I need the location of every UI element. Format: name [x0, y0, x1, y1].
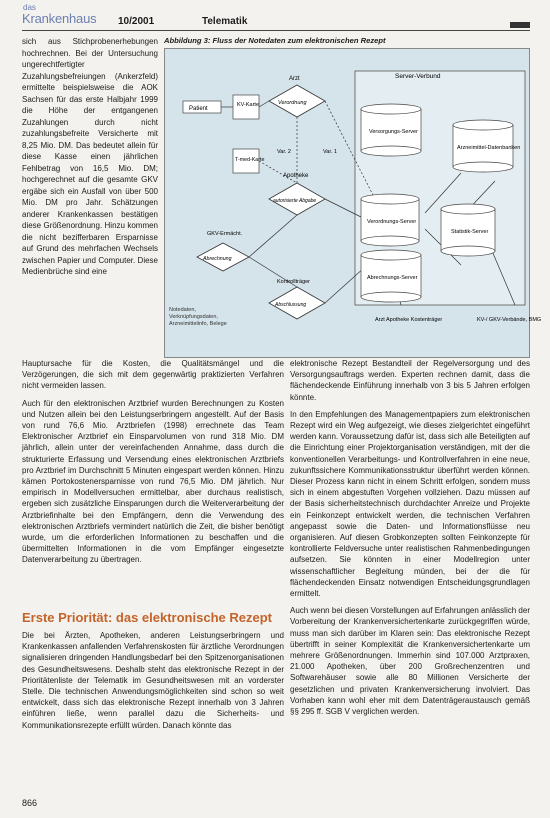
- figure-caption: Abbildung 3: Fluss der Notedaten zum elektronischen Rezept: [164, 36, 386, 45]
- abrechnung-label: Abrechnung: [203, 256, 232, 262]
- logo-small-text: das: [23, 3, 36, 12]
- section-title: Telematik: [202, 16, 248, 27]
- kontrolle-label: Kontrollträger: [277, 279, 311, 285]
- gkv-label: GKV-Ermächt.: [207, 231, 243, 237]
- page-header: [22, 4, 530, 31]
- left-paragraph: sich aus Stichprobenerhebungen hochrechnen. Bei der Untersuchung ungerechtfertigter Zuzahlungsbefreiungen (Ankerzfeld) ermittelte beispielsweise die AOK Sachsen für das erste Halbjahr 1999 die Höhe der entgangenen Zuzahlungen durch nicht zuzahlungsbefreite Versicherte mit 8,25 Mio. DM. Das bedeutet allein für diese Kasse einen jährlichen Fehlbetrag von 16,5 Mio. DM; hochgerechnet auf die gesamte GKV ergäbe sich ein Ausfall von über 500 Mio. DM pro Jahr. Schätzungen anderer Krankenkassen bestätigen diese Größenordnung. Hinzu kommen die nicht bezifferbaren Ersparnisse auf Grund des mehrfachen Wechsels zwischen Papier und Computer. Diese Medienbrüche sind eine: [22, 37, 158, 276]
- apotheke-label: Apotheke: [283, 173, 309, 179]
- server-verbund-label: Server-Verbund: [395, 73, 441, 80]
- mid-paragraph-1: Hauptursache für die Kosten, die Qualitätsmängel und die Verzögerungen, die sich mit dem gegenwärtig praktizierten Verfahren nicht vermeiden lassen.: [22, 359, 284, 391]
- bottom-right-label: KV-/ GKV-Verbände, BMG: [477, 317, 542, 323]
- right-paragraph-3: Auch wenn bei diesen Vorstellungen auf Erfahrungen anlässlich der Vorbereitung der Krankenversichertenkarte zurückgegriffen würde, muss man sich darüber im Klaren sein: Das elektronische Rezept übertrifft in seiner Komplexität die Krankenversichertenkarte um mehrere Größenordnungen. Immerhin sind 107.000 Arztpraxen, 21.000 Apotheken, über 200 Großrechenzentren und Softwarehäuser sowie alle 80 Millionen Versicherte der gesetzlichen und privaten Krankenversicherung involviert. Das Vorhaben kann wohl eher mit dem Datenträgeraustausch gemäß §§ 295 ff. SGB V verglichen werden.: [290, 606, 530, 717]
- left-lower-paragraph: Die bei Ärzten, Apotheken, anderen Leistungserbringern und Krankenkassen anfallenden Verfahrenskosten für ärztliche Verordnungen signalisieren dringenden Handlungsbedarf bei den Spitzenorganisationen des Gesundheitswesens. Deshalb steht das elektronische Rezept in der Prioritätenliste der Telematik im Gesundheitswesen mit an vorderster Stelle. Die technischen Anwendungsmöglichkeiten sind schon so weit entwickelt, dass sich das elektronische Rezept innerhalb von 3 Jahren einführen ließe, wenn parallel dazu die Sicherheits- und Kommunikationsrezepte erfüllt würden. Danach könnte das: [22, 631, 284, 730]
- verordnung-label: Verordnung: [278, 100, 307, 106]
- right-paragraph-2: In den Empfehlungen des Managementpapiers zum elektronischen Rezept wird ein Weg aufgezeigt, wie dieses zielgerichtet eingeführt werden kann. Voraussetzung dafür ist, dass sich alle Beteiligten auf die Einrichtung einer Projektorganisation verständigen, mit der die konventionellen Verarbeitungs- und Kontrollverfahren in eine neue, zukunftssichere Kommunikationsstruktur überführt werden können. Dieser Prozess kann nicht in einem Schritt erfolgen, sondern muss sich in einem abgestuften Vorgehen vollziehen. Dazu müssen auf der Basis sicherheitstechnisch durchdachter Anreize und Projekte ein Feinkonzept entwickelt werden, die technischen Verfahren angepasst sowie die Daten- und Informationsflüsse neu organisieren. Auf diesen Grobkonzepten sollten Feinkonzepte für kontrollierte Feldversuche unter realistischen Rahmenbedingungen aufsetzen. Sie könnten in einer Modellregion unter wissenschaftlicher Begleitung münden, bei der die für flächendeckenden Einsatz notwendigen Entscheidungsgrundlagen ermittelt.: [290, 409, 530, 599]
- logo-big-text: Krankenhaus: [22, 11, 97, 26]
- tmed-karte-label: T-med-Karte: [235, 157, 265, 163]
- left-column-text: [22, 36, 158, 278]
- section-subheading: Erste Priorität: das elektronische Rezept: [22, 610, 272, 625]
- flow-diagram: [164, 48, 542, 358]
- right-paragraph-1: elektronische Rezept Bestandteil der Regelversorgung und des Versorgungsauftrags werden. Experten rechnen damit, dass die flächendeckende Einführung innerhalb von 3 bis 5 Jahren erfolgen könnte.: [290, 359, 530, 402]
- statistik-server-label: Statistik-Server: [451, 229, 489, 235]
- arzneimittel-label: Arzneimittel-Datenbanken: [457, 145, 521, 151]
- page-number: 866: [22, 798, 38, 808]
- mid-paragraph-2: Auch für den elektronischen Arztbrief wurden Berechnungen zu Kosten und Nutzen allein bei den Leistungserbringern angestellt. Auf der Basis von rund 76,6 Mio. Arztbriefen (1998) errechnete das Team Elektronischer Arztbrief ein Einsparvolumen von rund 318 Mio. DM jährlich, allein unter der vereinfachenden Annahme, dass durch die strukturierte Erfassung und Versendung eines elektronischen Arztbriefs pro Arztbrief im Durchschnitt 5 Minuten eingespart werden können. Hinzu kämen Portokostenersparnisse von rund 76,5 Mio. DM jährlich. Nur empirisch in Modellversuchen ermittelbar, aber durchaus realistisch, ergeben sich zusätzliche Einsparungen durch die Weiterverarbeitung der Arztbriefinhalte bei den Empfängern, denn die Verwendung des elektronischen Arztbriefs vermindert natürlich die Zeit, die bisher benötigt wurde, um die erforderlichen Informationen zu beschaffen und die übermittelten Informationen in die vom Empfänger eingesetzte Datenverarbeitung zu übertragen.: [22, 398, 284, 565]
- var1-label: Var. 1: [323, 149, 337, 155]
- patient-label: Patient: [189, 106, 208, 112]
- figure-legend: Notedaten, Verknüpfungsdaten, Arzneimittelinfo, Belege: [169, 307, 227, 327]
- versorgungs-server-label: Versorgungs-Server: [369, 129, 418, 135]
- abschluss-label: Abschlussung: [275, 302, 307, 308]
- issue-number: 10/2001: [118, 16, 155, 27]
- mid-text-block: [22, 358, 284, 572]
- bottom-left-label: Arzt Apotheke Kostenträger: [375, 317, 443, 323]
- arzt-label: Arzt: [289, 76, 300, 82]
- edge-marker: [510, 22, 530, 28]
- magazine-logo: [22, 4, 96, 25]
- right-lower-text: [290, 358, 530, 723]
- kv-karte-label: KV-Karte: [237, 102, 260, 108]
- abrechnungs-server-label: Abrechnungs-Server: [367, 275, 418, 281]
- abgabe-label: autorisierte Abgabe: [273, 198, 317, 204]
- left-lower-text: [22, 630, 284, 737]
- var2-label: Var. 2: [277, 149, 291, 155]
- verordnungs-server-label: Verordnungs-Server: [367, 219, 417, 225]
